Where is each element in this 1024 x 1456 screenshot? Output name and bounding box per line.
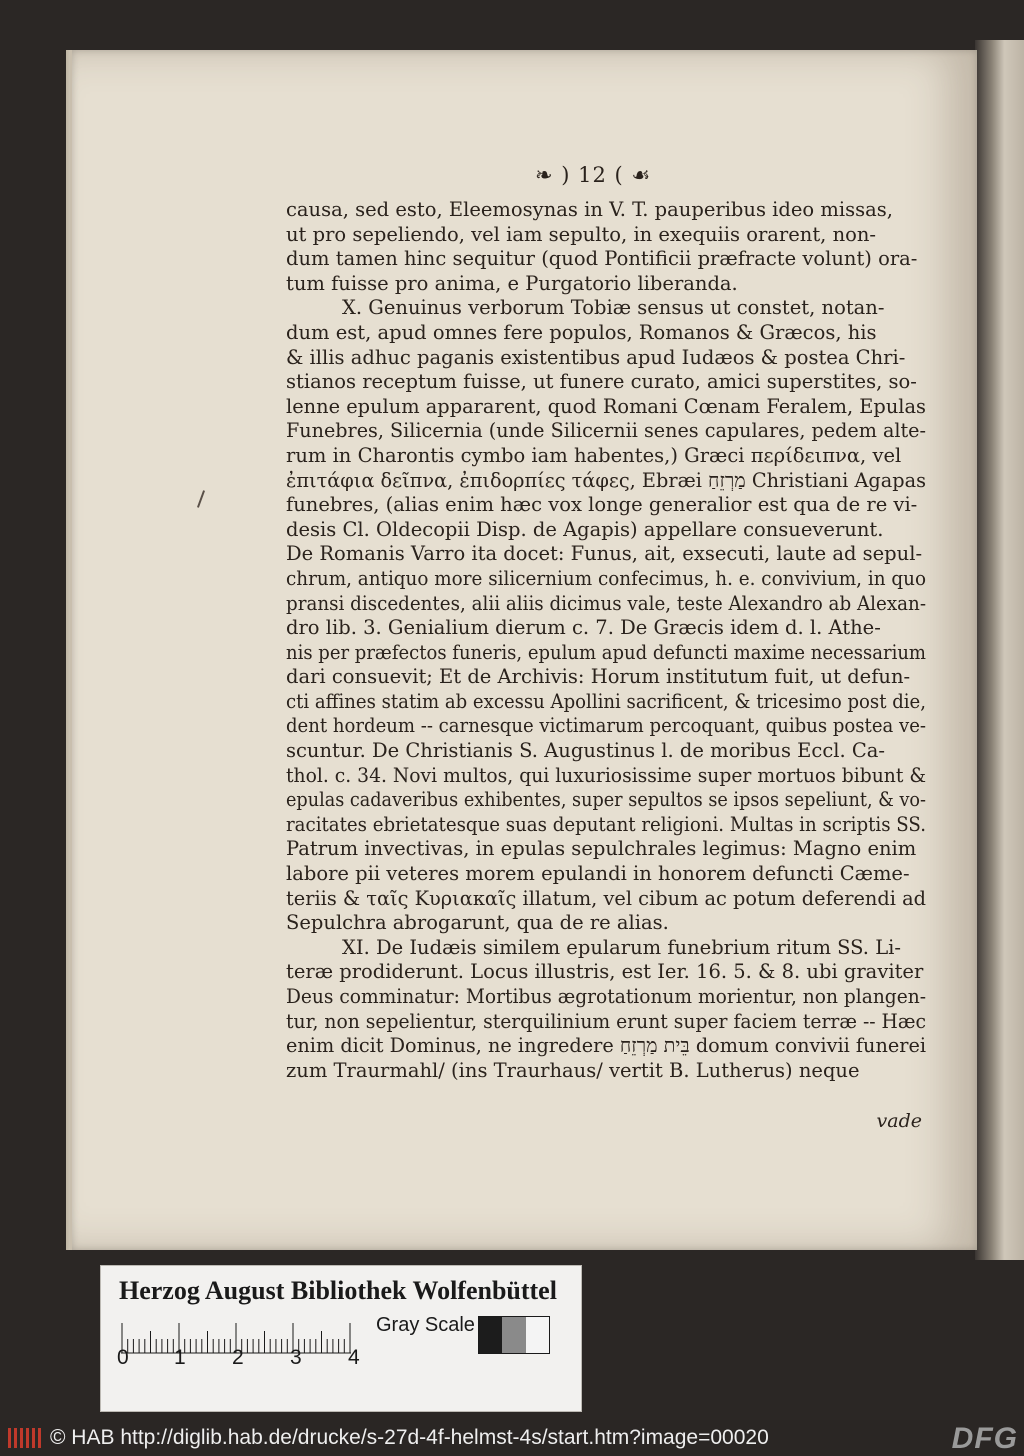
ruler-digit-3: 3 xyxy=(290,1346,302,1369)
gray-scale-bar xyxy=(478,1316,550,1354)
text-line: dro lib. 3. Genialium dierum c. 7. De Græcis idem d. l. Athe- xyxy=(286,616,881,640)
text-line: Patrum invectivas, in epulas sepulchrales legimus: Magno enim xyxy=(286,837,917,861)
text-line: racitates ebrietatesque suas deputant religioni. Multas in scriptis SS. xyxy=(286,812,926,836)
gray-swatch-mid xyxy=(502,1317,525,1353)
text-line: labore pii veteres morem epulandi in honorem defuncti Cæme- xyxy=(286,862,910,886)
text-line: causa, sed esto, Eleemosynas in V. T. pauperibus ideo missas, xyxy=(286,198,893,221)
dfg-logo: DFG xyxy=(951,1422,1018,1455)
source-url-text[interactable]: © HAB http://diglib.hab.de/drucke/s-27d-4f-helmst-4s/start.htm?image=00020 xyxy=(50,1426,769,1449)
text-line: lenne epulum appararent, quod Romani Cœnam Feralem, Epulas xyxy=(286,394,926,418)
text-line: epulas cadaveribus exhibentes, super sepultos se ipsos sepeliunt, & vo- xyxy=(286,788,926,812)
text-line: pransi discedentes, alii aliis dicimus vale, teste Alexandro ab Alexan- xyxy=(286,591,926,615)
page-body-text xyxy=(286,198,926,1083)
text-line: teriis & ταῖς Κυριακαῖς illatum, vel cibum ac potum deferendi ad xyxy=(286,886,926,910)
text-line: ἐπιτάφια δεῖπνα, ἐπιδορπίες τάφες, Ebræi מַרְזֵחַ Christiani Agapas xyxy=(286,468,926,492)
text-line: cti affines statim ab excessu Apollini sacrificent, & tricesimo post die, xyxy=(286,689,926,713)
text-line: dum est, apud omnes fere populos, Romanos & Græcos, his xyxy=(286,320,877,344)
gray-swatch-light xyxy=(526,1317,549,1353)
text-line: Sepulchra abrogarunt, qua de re alias. xyxy=(286,911,669,935)
text-line: zum Traurmahl/ (ins Traurhaus/ vertit B. Lutherus) neque xyxy=(286,1058,860,1082)
paragraph-x xyxy=(286,296,926,935)
gray-scale-label: Gray Scale xyxy=(376,1314,475,1336)
text-line: XI. De Iudæis similem epularum funebrium ritum SS. Li- xyxy=(342,935,901,959)
text-line: stianos receptum fuisse, ut funere curato, amici superstites, so- xyxy=(286,370,917,394)
text-line: teræ prodiderunt. Locus illustris, est Ier. 16. 5. & 8. ubi graviter xyxy=(286,960,924,984)
paragraph-xi xyxy=(286,936,926,1084)
text-line: & illis adhuc paganis existentibus apud Iudæos & postea Chri- xyxy=(286,345,906,369)
library-title: Herzog August Bibliothek Wolfenbüttel xyxy=(119,1276,557,1305)
text-line: dum tamen hinc sequitur (quod Pontificii præfracte volunt) ora- xyxy=(286,247,918,271)
hab-logo-icon xyxy=(6,1424,46,1452)
ruler-digit-4: 4 xyxy=(348,1346,360,1369)
text-line: funebres, (alias enim hæc vox longe generalior est qua de re vi- xyxy=(286,493,918,517)
footer-bar xyxy=(0,1420,1024,1456)
intro-paragraph xyxy=(286,198,926,296)
text-line: chrum, antiquo more silicernium confecimus, h. e. convivium, in quo xyxy=(286,566,926,590)
text-line: scuntur. De Christianis S. Augustinus l. de moribus Eccl. Ca- xyxy=(286,739,886,763)
text-line: rum in Charontis cymbo iam habentes,) Græci περίδειπνα, vel xyxy=(286,443,902,467)
text-line: De Romanis Varro ita docet: Funus, ait, exsecuti, laute ad sepul- xyxy=(286,542,923,566)
text-line: thol. c. 34. Novi multos, qui luxuriosissime super mortuos bibunt & xyxy=(286,763,926,787)
ruler-digit-0: 0 xyxy=(117,1346,129,1369)
text-line: tum fuisse pro anima, e Purgatorio liberanda. xyxy=(286,271,738,295)
text-line: tur, non sepelientur, sterquilinium erunt super faciem terræ -- Hæc xyxy=(286,1009,926,1033)
text-line: nis per præfectos funeris, epulum apud defuncti maxime necessarium xyxy=(286,640,926,664)
page-number-header: ❧ ) 12 ( ☙ xyxy=(535,163,652,187)
ruler-digit-2: 2 xyxy=(232,1346,244,1369)
text-line: dari consuevit; Et de Archivis: Horum institutum fuit, ut defun- xyxy=(286,665,911,689)
ruler-digit-1: 1 xyxy=(174,1346,186,1369)
text-line: dent hordeum -- carnesque victimarum percoquant, quibus postea ve- xyxy=(286,714,926,738)
library-label-card xyxy=(100,1265,582,1412)
text-line: Funebres, Silicernia (unde Silicernii senes capulares, pedem alte- xyxy=(286,419,926,443)
text-line: X. Genuinus verborum Tobiæ sensus ut constet, notan- xyxy=(342,296,885,320)
text-line: enim dicit Dominus, ne ingredere בֵּית מַרְזֵחַ domum convivii funerei xyxy=(286,1034,926,1058)
catchword: vade xyxy=(876,1110,922,1132)
text-line: desis Cl. Oldecopii Disp. de Agapis) appellare consueverunt. xyxy=(286,517,884,541)
text-line: Deus comminatur: Mortibus ægrotationum morientur, non plangen- xyxy=(286,985,926,1008)
text-line: ut pro sepeliendo, vel iam sepulto, in exequiis orarent, non- xyxy=(286,222,877,246)
book-spine-edge xyxy=(975,40,1024,1260)
gray-swatch-dark xyxy=(479,1317,502,1353)
